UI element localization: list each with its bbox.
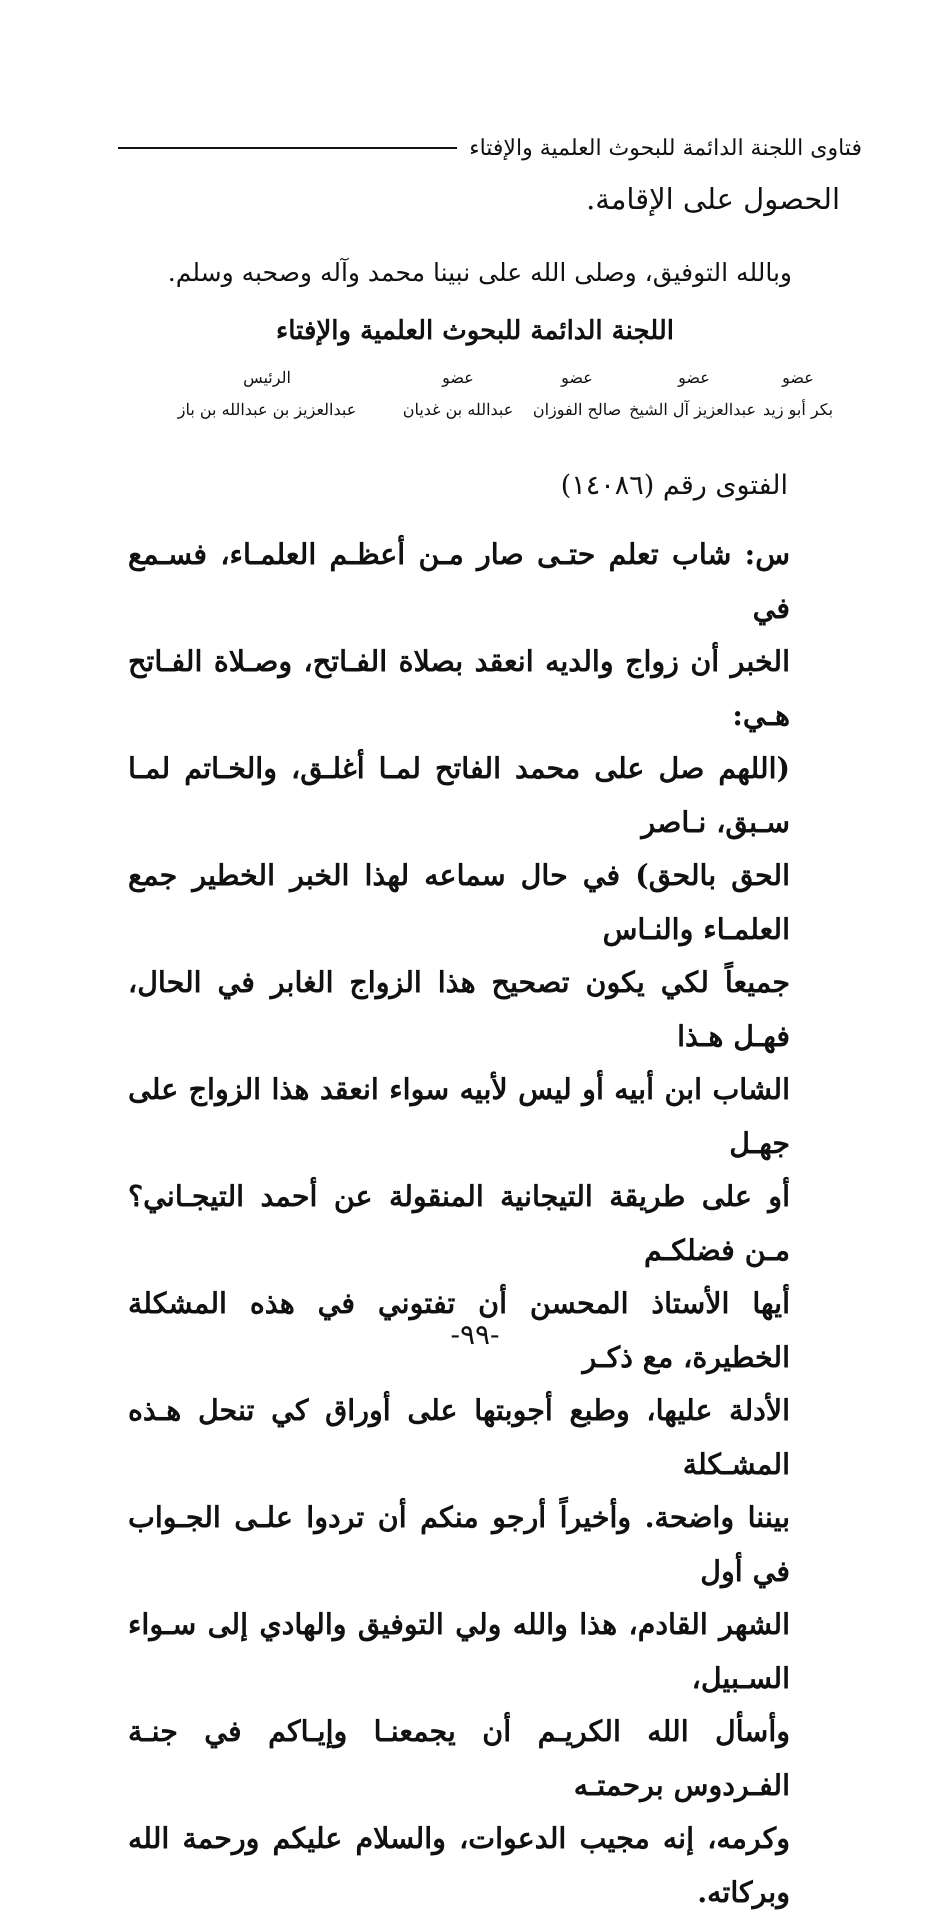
- member-role: عضو: [782, 368, 814, 387]
- body-line: (اللهم صل على محمد الفاتح لمـا أغلـق، والخـاتم لمـا سـبق، نـاصر: [128, 751, 790, 839]
- body-line: الحق بالحق) في حال سماعه لهذا الخبر الخطير جمع العلمـاء والنـاس: [128, 858, 790, 946]
- body-line: أيها الأستاذ المحسن أن تفتوني في هذه المشكلة الخطيرة، مع ذكـر: [128, 1286, 790, 1374]
- body-line: الشهر القادم، هذا والله ولي التوفيق والهادي إلى سـواء السـبيل،: [128, 1607, 790, 1695]
- running-header: [118, 128, 862, 168]
- member-name: بكر أبو زيد: [762, 400, 834, 419]
- committee-names-row: [140, 400, 840, 419]
- body-line: جميعاً لكي يكون تصحيح هذا الزواج الغابر في الحال، فهـل هـذا: [128, 965, 790, 1053]
- fatwa-question-body: [128, 528, 790, 1919]
- page-number: -٩٩-: [450, 1318, 500, 1351]
- member-role: عضو: [561, 368, 593, 387]
- body-line: أو على طريقة التيجانية المنقولة عن أحمد التيجـاني؟ مـن فضلكـم: [128, 1179, 790, 1267]
- member-role: عضو: [442, 368, 474, 387]
- member-name: صالح الفوزان: [532, 400, 622, 419]
- member-role: الرئيس: [243, 368, 291, 387]
- intro-line-1: الحصول على الإقامة.: [586, 182, 840, 216]
- body-line: الخبر أن زواج والديه انعقد بصلاة الفـاتح، وصـلاة الفـاتح هـي:: [128, 644, 790, 732]
- fatwa-number: الفتوى رقم (١٤٠٨٦): [560, 470, 788, 501]
- member-name: عبدالعزيز بن عبدالله بن باز: [177, 400, 357, 419]
- member-name: عبدالله بن غديان: [402, 400, 514, 419]
- body-line: وكرمه، إنه مجيب الدعوات، والسلام عليكم ورحمة الله وبركاته.: [128, 1821, 790, 1909]
- intro-line-2: وبالله التوفيق، وصلى الله على نبينا محمد وآله وصحبه وسلم.: [167, 258, 792, 287]
- body-line: بيننا واضحة. وأخيراً أرجو منكم أن تردوا علـى الجـواب في أول: [128, 1500, 790, 1588]
- member-name: عبدالعزيز آل الشيخ: [629, 400, 756, 419]
- body-line: س: شاب تعلم حتـى صار مـن أعظـم العلمـاء، فسـمع في: [128, 537, 790, 625]
- body-line: الأدلة عليها، وطبع أجوبتها على أوراق كي تنحل هـذه المشـكلة: [128, 1393, 790, 1481]
- committee-title: اللجنة الدائمة للبحوث العلمية والإفتاء: [276, 316, 674, 346]
- header-title: فتاوى اللجنة الدائمة للبحوث العلمية والإفتاء: [469, 135, 862, 161]
- body-line: الشاب ابن أبيه أو ليس لأبيه سواء انعقد هذا الزواج على جهـل: [128, 1072, 790, 1160]
- member-role: عضو: [678, 368, 710, 387]
- header-rule: [118, 147, 457, 149]
- committee-roles-row: [140, 368, 840, 387]
- body-line: وأسأل الله الكريـم أن يجمعنـا وإيـاكم في جنـة الفـردوس برحمتـه: [128, 1714, 790, 1802]
